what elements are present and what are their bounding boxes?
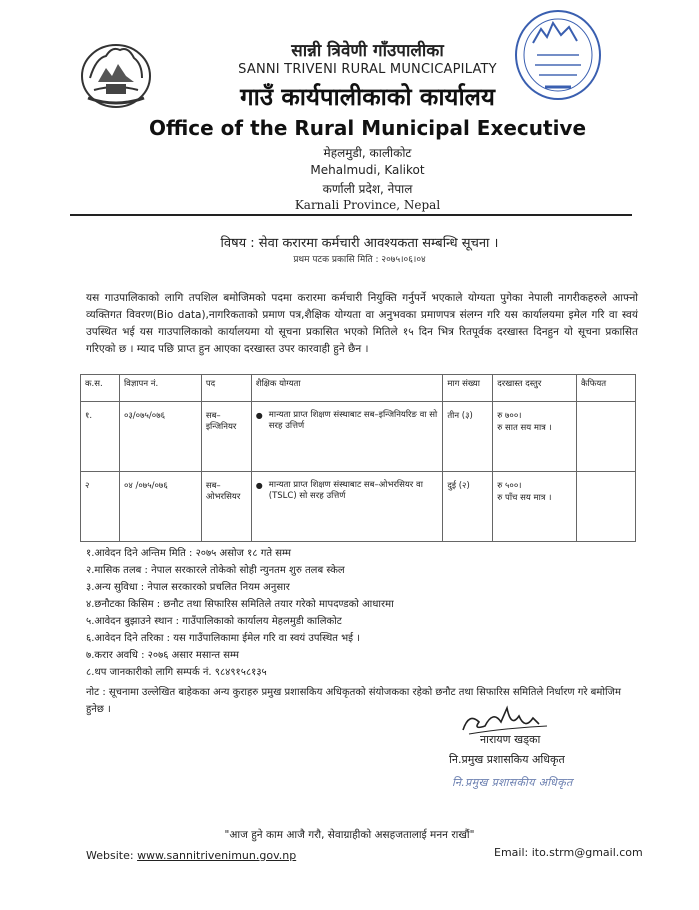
cell-serial: १. <box>81 402 120 472</box>
column-header: पद <box>201 375 251 402</box>
office-title-np: गाउँ कार्यपालीकाको कार्यालय <box>240 83 495 111</box>
fee-words: रु सात सय मात्र । <box>497 423 552 433</box>
fee-words: रु पाँच सय मात्र । <box>497 493 552 503</box>
cell-qualification <box>251 472 443 542</box>
address-en: Mehalmudi, Kalikot <box>310 163 425 177</box>
column-header: विज्ञापन नं. <box>119 375 201 402</box>
fee-amount: रु ७००। <box>497 411 522 421</box>
cell-demand: दुई (२) <box>443 472 493 542</box>
cell-demand: तीन (३) <box>443 402 493 472</box>
table-header-row <box>81 375 636 402</box>
province-en: Karnali Province, Nepal <box>294 198 441 212</box>
condition-item: ७.करार अवधि : २०७६ असार मसान्त सम्म <box>86 650 239 661</box>
condition-item: ५.आवेदन बुझाउने स्थान : गाउँपालिकाको कार्यालय मेहलमुडी कालिकोट <box>86 616 342 627</box>
condition-item: ८.थप जानकारीको लागि सम्पर्क नं. ९८४९१५८१३५ <box>86 667 267 678</box>
website-label: Website: <box>86 849 134 862</box>
condition-item: ४.छनौटका किसिम : छनौट तथा सिफारिस समितिले तयार गरेको मापदण्डको आधारमा <box>86 599 394 610</box>
fee-amount: रु ५००। <box>497 481 522 491</box>
cell-qualification <box>251 402 443 472</box>
footer-slogan: "आज हुने काम आजै गरौ, सेवाग्राहीको असहजतालाई मनन राखौं" <box>224 829 475 841</box>
cell-post: सब–ओभरसियर <box>201 472 251 542</box>
table-row <box>81 402 636 472</box>
note-text: नोट : सूचनामा उल्लेखित बाहेकका अन्य कुराहरु प्रमुख प्रशासकिय अधिकृतको संयोजकका रहेको छनौट तथा सिफारिस समितिले निर्धारण गरे बमोजिम हुनेछ । <box>86 687 621 715</box>
cell-advert-no: ०३/०७५/०७६ <box>119 402 201 472</box>
signatory-name: नारायण खड्का <box>480 733 541 746</box>
cell-post: सब–इन्जिनियर <box>201 402 251 472</box>
condition-item: १.आवेदन दिने अन्तिम मिति : २०७५ असोज १८ गते सम्म <box>86 548 291 559</box>
cell-remark <box>577 472 636 542</box>
column-header: दरखास्त दस्तुर <box>493 375 577 402</box>
bullet-icon: ● <box>255 481 263 490</box>
cell-fee <box>493 472 577 542</box>
bullet-icon: ● <box>255 411 263 420</box>
conditions-list <box>86 545 646 681</box>
column-header: कैफियत <box>577 375 636 402</box>
qualification-text: मान्यता प्राप्त शिक्षण संस्थाबाट सब–इन्जिनियरिङ वा सो सरह उत्तिर्ण <box>268 410 438 431</box>
notice-subject: विषय : सेवा करारमा कर्मचारी आवश्यकता सम्बन्धि सूचना । <box>220 236 499 251</box>
intro-paragraph: यस गाउपालिकाको लागि तपशिल बमोजिमको पदमा करारमा कर्मचारी नियुक्ति गर्नुपर्ने भएकाले योग्यता पुगेका नेपाली नागरीकहरुले आफ्नो व्यक्तिगत विवरण(Bio data),नागरिकताको प्रमाण पत्र,शैक्षिक योग्यता वा अनुभवका प्रमाणपत्र संलग्न गरि यस कार्यालयमा इमेल गरि वा स्वयं उपस्थित भई यस गाउपालिकाको कार्यालयमा यो सूचना प्रकासित भएको मितिले १५ दिन भित्र रितपूर्वक दरखास्त दिनहुन यो सूचना प्रकासित गरिएको छ । म्याद पछि प्राप्त हुन आएका दरखास्त उपर कारवाही हुने छैन । <box>86 292 638 355</box>
condition-item: ६.आवेदन दिने तरिका : यस गाउँपालिकामा ईमेल गरि वा स्वयं उपस्थित भई । <box>86 633 361 644</box>
header-divider <box>70 214 632 216</box>
cell-remark <box>577 402 636 472</box>
office-title-en: Office of the Rural Municipal Executive <box>148 116 587 140</box>
column-header: माग संख्या <box>443 375 493 402</box>
address-np: मेहलमुडी, कालीकोट <box>323 146 412 160</box>
publish-date: प्रथम पटक प्रकासि मिति : २०७५।०६।०४ <box>293 255 426 265</box>
footer-email: Email: ito.strm@gmail.com <box>494 846 643 859</box>
cell-fee <box>493 402 577 472</box>
website-link[interactable]: www.sannitrivenimun.gov.np <box>137 849 297 862</box>
column-header: शैक्षिक योग्यता <box>251 375 443 402</box>
footer-website <box>86 849 296 862</box>
table-row <box>81 472 636 542</box>
cell-serial: २ <box>81 472 120 542</box>
condition-item: ३.अन्य सुविधा : नेपाल सरकारको प्रचलित नियम अनुसार <box>86 582 290 593</box>
municipality-name-np: सान्नी त्रिवेणी गाँउपालीका <box>291 41 444 61</box>
vacancy-table <box>80 374 636 542</box>
province-np: कर्णाली प्रदेश, नेपाल <box>322 182 413 196</box>
municipality-name-en: SANNI TRIVENI RURAL MUNCICAPILATY <box>238 62 497 77</box>
condition-item: २.मासिक तलब : नेपाल सरकारले तोकेको सोही न्युनतम शुरु तलब स्केल <box>86 565 345 576</box>
signatory-title: नि.प्रमुख प्रशासकिय अधिकृत <box>449 753 565 766</box>
designation-stamp: नि.प्रमुख प्रशासकीय अधिकृत <box>452 776 573 789</box>
column-header: क.स. <box>81 375 120 402</box>
qualification-text: मान्यता प्राप्त शिक्षण संस्थाबाट सब–ओभरसियर वा (TSLC) सो सरह उत्तिर्ण <box>268 480 423 501</box>
cell-advert-no: ०४ /०७५/०७६ <box>119 472 201 542</box>
